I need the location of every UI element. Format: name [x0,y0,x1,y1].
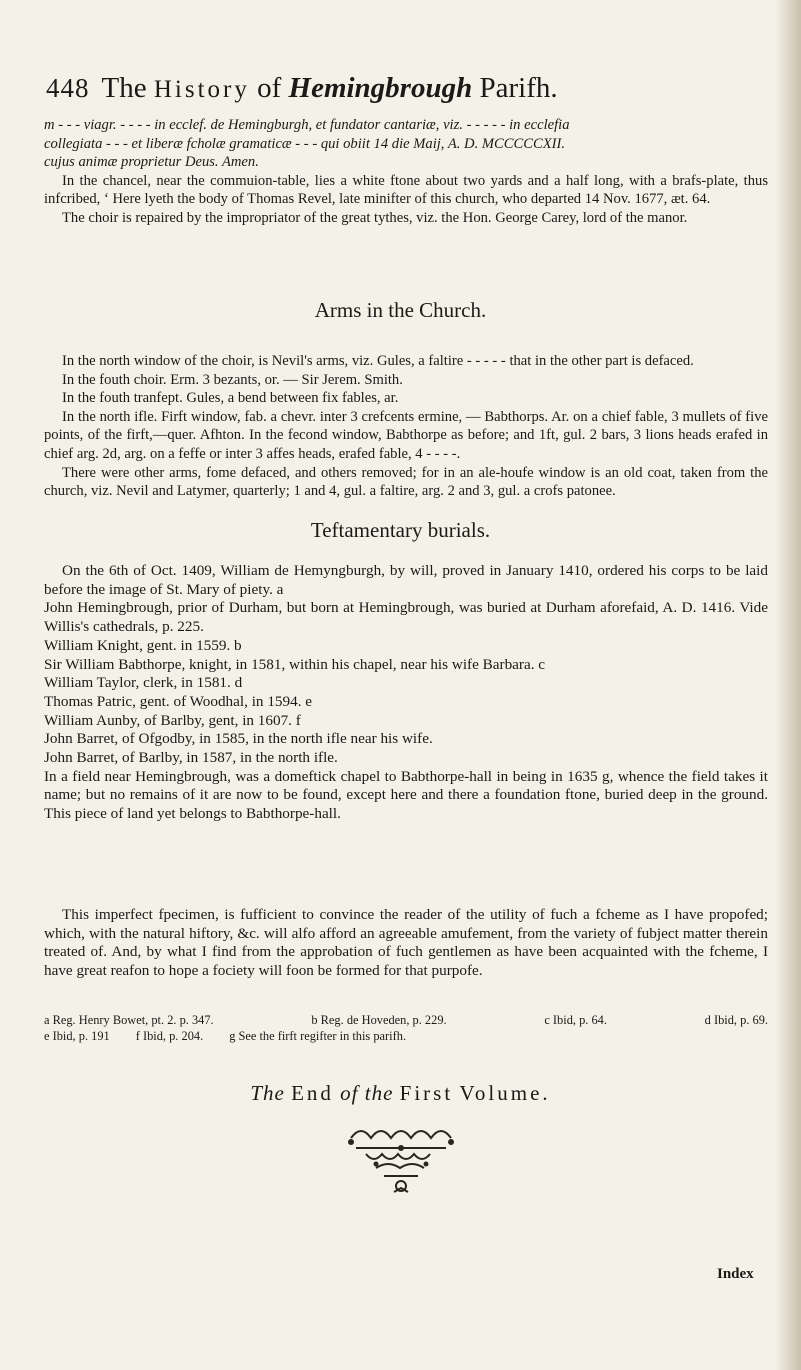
closing-paragraph: This imperfect fpecimen, is fufficient to convince the reader of the utility of fuch a fcheme as I have propofed; which, with the natural hiftory, &c. will alfo afford an agreeable amufement, from the variety of fubject matter therein treated of. And, by what I find from the approbation of fuch gentlemen as have been acquainted with the fcheme, I have great reafon to hope a fociety will foon be formed for that purpofe. [44,906,768,980]
running-title [102,72,558,104]
footnote-e: e Ibid, p. 191 [44,1029,110,1043]
burial-entry: John Barret, of Ofgodby, in 1585, in the north ifle near his wife. [44,730,433,748]
title-of: of [257,72,282,104]
end-the: The [250,1081,285,1105]
tailpiece-ornament-icon [336,1118,466,1198]
footnote-row [44,1028,768,1044]
burial-entry: On the 6th of Oct. 1409, William de Hemyngburgh, by will, proved in January 1410, ordered his corps to be laid before the image of St. Mary of piety. a [44,562,768,598]
footnote-d: d Ibid, p. 69. [704,1013,768,1027]
title-parish: Parifh. [479,72,558,104]
burial-entry: In a field near Hemingbrough, was a domeftick chapel to Babthorpe-hall in being in 1635 g, whence the field takes it name; but no remains of it are now to be found, except here and there a foundation ftone, buried deep in the ground. This piece of land yet belongs to Babthorpe-hall. [44,767,768,823]
burials-heading: Teftamentary burials. [310,518,491,542]
arms-paragraph: There were other arms, fome defaced, and others removed; for in an ale-houfe window is an old coat, taken from the church, viz. Nevil and Latymer, quarterly; 1 and 4, gul. a faltire, arg. 2 and 3, gul. a crofs patonee. [44,464,768,500]
end-volume: Volume. [459,1081,551,1105]
burial-entry: John Barret, of Barlby, in 1587, in the north ifle. [44,749,338,767]
running-header [46,72,766,112]
arms-paragraph: In the north window of the choir, is Nevil's arms, viz. Gules, a faltire - - - - - that in the other part is defaced. [62,353,694,369]
footnote-g: g See the firft regifter in this parifh. [229,1029,407,1043]
footnote-b: b Reg. de Hoveden, p. 229. [311,1013,447,1027]
catchword: Index [717,1266,754,1282]
title-the: The [101,72,147,104]
page-edge-shadow [775,0,801,1370]
arms-paragraph: In the north ifle. Firft window, fab. a chevr. inter 3 crefcents ermine, — Babthorps. Ar. on a chief fable, 3 mullets of five points, of the firft,—quer. Afhton. In the fecond window, Babthorpe as before; and 1ft, gul. 2 bars, 3 lions heads erafed in chief arg. 2d, arg. on a feffe or inter 3 affes heads, erafed fable, 4 - - - -. [44,408,768,462]
inscription-line-1: m - - - viagr. - - - - in ecclef. de Hemingburgh, et fundator cantariæ, viz. - - - - - in ecclefia [44,117,570,133]
title-hemingbrough: Hemingbrough [288,72,473,104]
burial-entry: Thomas Patric, gent. of Woodhal, in 1594. e [44,692,313,710]
inscription-line-2: collegiata - - - et liberæ fcholæ gramaticæ - - - qui obiit 14 die Maij, A. D. MCCCCCXII. [44,135,565,152]
burials-section [44,562,768,824]
title-history: History [153,76,250,103]
arms-paragraph: In the fouth choir. Erm. 3 bezants, or. — Sir Jerem. Smith. [62,371,403,388]
burial-entry: William Knight, gent. in 1559. b [44,636,242,654]
burial-entry: William Aunby, of Barlby, gent, in 1607. f [44,711,301,729]
arms-paragraph: In the fouth tranfept. Gules, a bend between fix fables, ar. [62,390,399,407]
footnote-c: c Ibid, p. 64. [544,1013,607,1027]
burial-entry: John Hemingbrough, prior of Durham, but born at Hemingbrough, was buried at Durham aforefaid, A. D. 1416. Vide Willis's cathedrals, p. 225. [44,599,768,636]
page-number: 448 [46,73,90,103]
footnote-a: a Reg. Henry Bowet, pt. 2. p. 347. [44,1013,214,1027]
footnote-f: f Ibid, p. 204. [135,1029,204,1043]
choir-paragraph: The choir is repaired by the impropriator of the great tythes, viz. the Hon. George Carey, lord of the manor. [62,209,688,226]
chancel-section [44,116,768,228]
arms-heading: Arms in the Church. [314,298,487,322]
footnotes [44,1012,768,1044]
burial-entry: Sir William Babthorpe, knight, in 1581, within his chapel, near his wife Barbara. c [44,655,546,673]
inscription-line-3: cujus animæ proprietur Deus. Amen. [44,154,259,171]
chancel-paragraph: In the chancel, near the commuion-table, lies a white ftone about two yards and a half long, with a brafs-plate, thus infcribed, ‘ Here lyeth the body of Thomas Revel, late minifter of this church, who departed 14 Nov. 1677, æt. 64. [44,172,768,208]
footnote-row [44,1012,768,1028]
end-word: End [291,1081,334,1105]
end-of-volume [0,1081,801,1106]
end-of-the: of the [340,1081,394,1105]
burial-entry: William Taylor, clerk, in 1581. d [44,674,243,692]
end-first: First [399,1081,454,1105]
arms-section [44,352,768,501]
